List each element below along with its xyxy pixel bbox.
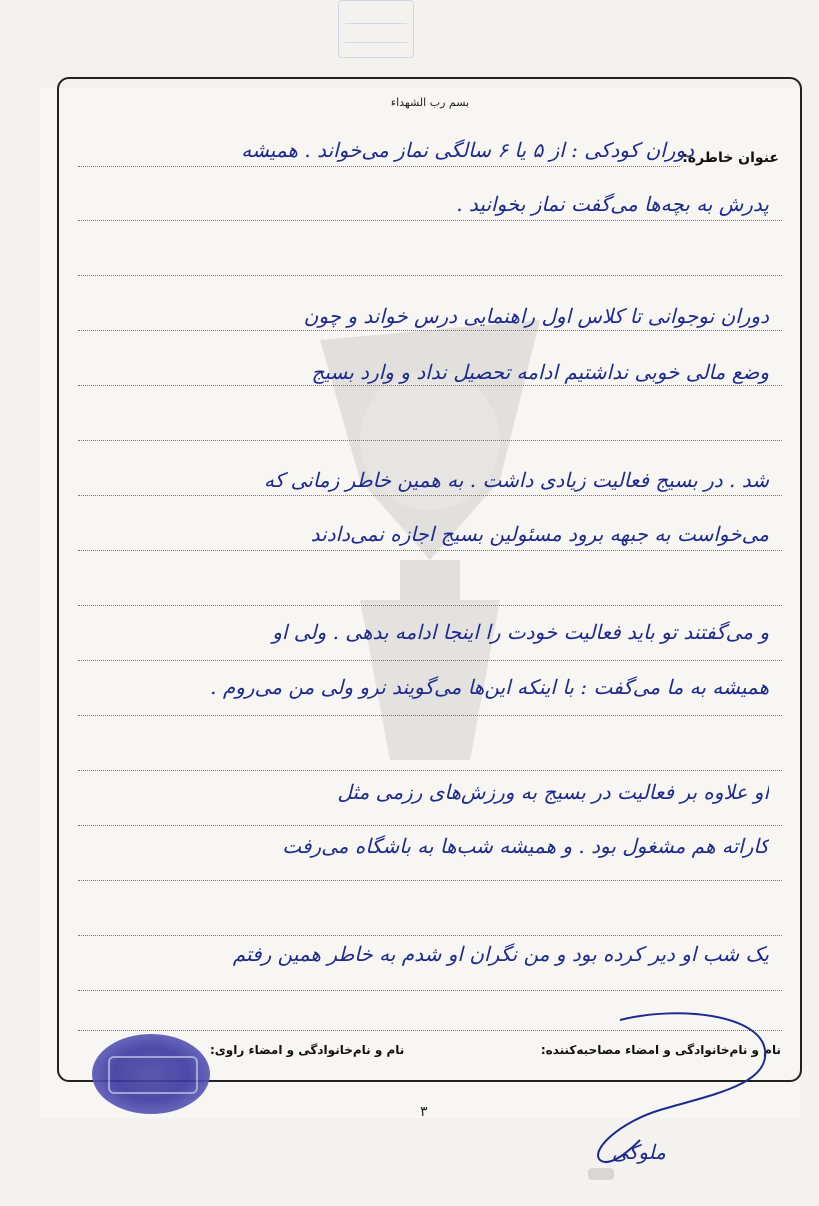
handwritten-line: کاراته هم مشغول بود . و همیشه شب‌ها به باشگاه می‌رفت <box>282 834 769 858</box>
handwritten-line: دوران نوجوانی تا کلاس اول راهنمایی درس خواند و چون <box>303 304 769 328</box>
page-number: ٣ <box>420 1104 428 1120</box>
ink-seal-stamp <box>92 1034 210 1114</box>
narrator-signature-label: نام و نام‌خانوادگی و امضاء راوی: <box>210 1043 405 1057</box>
handwritten-line: و می‌گفتند تو باید فعالیت خودت را اینجا ادامه بدهی . ولی او <box>272 620 769 644</box>
ruled-line <box>78 935 782 936</box>
ruled-line <box>78 440 782 441</box>
ruled-line <box>78 385 782 386</box>
ruled-line <box>78 825 782 826</box>
archive-stamp <box>338 0 414 58</box>
page-header: بسم رب الشهداء <box>390 96 470 109</box>
ruled-line <box>78 715 782 716</box>
ruled-line <box>78 880 782 881</box>
handwritten-line: می‌خواست به جبهه برود مسئولین بسیج اجازه نمی‌دادند <box>310 522 769 546</box>
ruled-line <box>78 550 782 551</box>
ruled-line <box>78 770 782 771</box>
ruled-line <box>78 275 782 276</box>
signature-loop <box>560 1000 775 1170</box>
handwritten-line: یک شب او دیر کرده بود و من نگران او شدم به خاطر همین رفتم <box>232 942 769 966</box>
ruled-line <box>78 605 782 606</box>
title-label: عنوان خاطره: <box>682 150 779 166</box>
handwritten-signature: ملوکی <box>612 1140 666 1164</box>
handwritten-line: شد . در بسیج فعالیت زیادی داشت . به همین خاطر زمانی که <box>264 468 769 492</box>
ruled-line <box>78 990 782 991</box>
handwritten-line: دوران کودکی : از ۵ یا ۶ سالگی نماز می‌خواند . همیشه <box>241 138 694 162</box>
ruled-line <box>78 330 782 331</box>
form-frame <box>57 77 802 1082</box>
pen-mark <box>588 1168 614 1180</box>
ruled-line <box>78 166 680 167</box>
ruled-line <box>78 660 782 661</box>
handwritten-line: او علاوه بر فعالیت در بسیج به ورزش‌های رزمی مثل <box>337 780 769 804</box>
handwritten-line: همیشه به ما می‌گفت : با اینکه این‌ها می‌گویند نرو ولی من می‌روم . <box>210 675 769 699</box>
ruled-line <box>78 495 782 496</box>
handwritten-line: وضع مالی خوبی نداشتیم ادامه تحصیل نداد و وارد بسیج <box>311 360 769 384</box>
interviewer-signature-label: نام و نام‌خانوادگی و امضاء مصاحبه‌کننده: <box>540 1043 781 1057</box>
handwritten-line: پدرش به بچه‌ها می‌گفت نماز بخوانید . <box>456 192 769 216</box>
ruled-line <box>78 220 782 221</box>
